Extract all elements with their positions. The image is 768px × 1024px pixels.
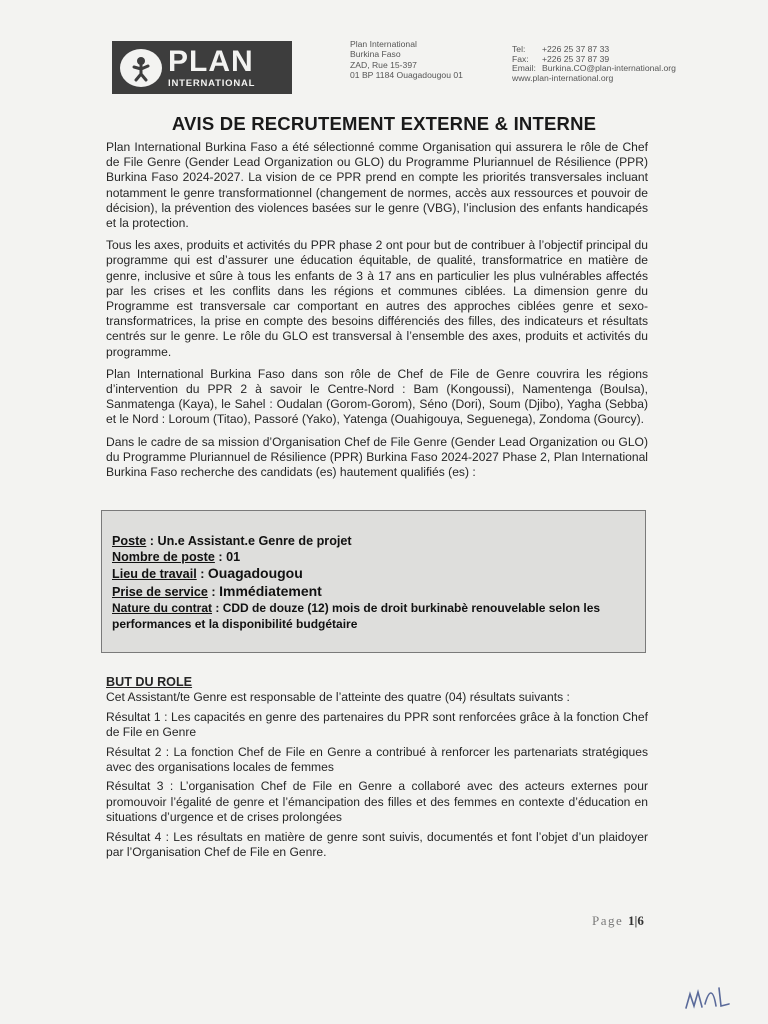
paragraph: Plan International Burkina Faso a été sélectionné comme Organisation qui assurera le rôle de Chef de File Genre (Gender Lead Organization ou GLO) du Programme Pluriannuel de Résilience (PPR) Burkina Faso 2024-2027. La vision de ce PPR prend en compte les priorités transversales incluant notamment le genre transformationnel (changement de normes, accès aux ressources et pouvoir de décision), la prévention des violences basées sur le genre (VBG), l’inclusion des enfants handicapés et la protection.	[106, 140, 648, 231]
plan-child-icon	[120, 49, 162, 87]
poste-label: Poste	[112, 534, 147, 548]
handwritten-initials	[683, 984, 733, 1012]
logo-international-text: INTERNATIONAL	[168, 77, 256, 89]
prise-label: Prise de service	[112, 584, 208, 599]
paragraph: Dans le cadre de sa mission d’Organisation Chef de File Genre (Gender Lead Organization ou GLO) du Programme Pluriannuel de Résilience (PPR) Burkina Faso 2024-2027 Phase 2, Plan International Burkina Faso recherche des candidats (es) hautement qualifiés (es) :	[106, 434, 648, 480]
contact-label: Fax:	[512, 53, 529, 64]
lieu-label: Lieu de travail	[112, 567, 197, 582]
address-line: 01 BP 1184 Ouagadougou 01	[350, 69, 463, 80]
prise-value: Immédiatement	[219, 582, 322, 599]
role-intro: Cet Assistant/te Genre est responsable de l’atteinte des quatre (04) résultats suivants :	[106, 690, 570, 705]
contrat-label: Nature du contrat	[112, 600, 213, 615]
address-block	[350, 39, 463, 80]
job-info-box: Poste : Un.e Assistant.e Genre de projet Nombre de poste : 01 Lieu de travail : Ouagadougou Prise de service : Immédiatement Nature du contrat : CDD de douze (12) mois de droit burkinabè renouvelable selon les performances et la disponibilité budgétaire	[101, 510, 646, 653]
contact-label: Tel:	[512, 44, 526, 54]
plan-international-logo	[112, 41, 292, 94]
page-title: AVIS DE RECRUTEMENT EXTERNE & INTERNE	[171, 113, 597, 134]
poste-value: Un.e Assistant.e Genre de projet	[157, 534, 352, 548]
paragraph: Tous les axes, produits et activités du PPR phase 2 ont pour but de contribuer à l’objectif principal du programme qui est d’assurer une éducation équitable, de qualité, transformatrice en matière de genre, inclusive et sûre à tous les enfants de 3 à 17 ans en particulier les plus vulnérables affectés par les crises et les conflits dans les régions et communes ciblées. La dimension genre du Programme est transversale car comportant en autres des approches ciblées genre et sexo-transformatrices, la prise en compte des besoins différenciés des filles, des indicateurs et résultats centrés sur le genre. Le rôle du GLO est transversal à l’ensemble des axes, produits et activités du programme.	[106, 238, 648, 359]
result-item: Résultat 2 : La fonction Chef de File en Genre a contribué à renforcer les partenariats stratégiques avec des organisations locales de femmes	[106, 744, 648, 775]
email-address: Burkina.CO@plan-international.org	[542, 63, 676, 74]
result-item: Résultat 3 : L’organisation Chef de File en Genre a collaboré avec des acteurs externes pour promouvoir l’égalité de genre et l’émancipation des filles et des femmes en contexte d’éducation en situations d’urgence et de crises prolongées	[106, 779, 648, 825]
website-url: www.plan-international.org	[512, 72, 614, 83]
page-count: 1|6	[628, 913, 644, 928]
fax-number: +226 25 37 87 39	[542, 53, 610, 64]
intro-text	[106, 140, 648, 487]
page-number	[592, 913, 644, 929]
phone-number: +226 25 37 87 33	[542, 44, 610, 54]
nombre-value: 01	[226, 550, 241, 565]
result-item: Résultat 1 : Les capacités en genre des partenaires du PPR sont renforcées grâce à la fonction Chef de File en Genre	[106, 709, 648, 740]
paragraph: Plan International Burkina Faso dans son rôle de Chef de File de Genre couvrira les régions d’intervention du PPR 2 à savoir le Centre-Nord : Bam (Kongoussi), Namentenga (Boulsa), Sanmatenga (Kaya), le Sahel : Oudalan (Gorom-Gorom), Séno (Dori), Soum (Djibo), Yagha (Sebba) et le Nord : Loroum (Titao), Passoré (Yako), Yatenga (Ouahigouya, Seguenega), Zondoma (Gourcy).	[106, 366, 648, 427]
logo-plan-text: PLAN	[168, 44, 254, 78]
address-line: Burkina Faso	[350, 49, 401, 60]
contact-label: Email:	[512, 63, 536, 74]
role-heading: BUT DU ROLE	[106, 675, 193, 689]
nombre-label: Nombre de poste	[112, 550, 215, 565]
lieu-value: Ouagadougou	[207, 565, 303, 582]
page-label: Page	[592, 913, 624, 928]
result-item: Résultat 4 : Les résultats en matière de genre sont suivis, documentés et font l’objet d’un plaidoyer par l’Organisation Chef de File en Genre.	[106, 829, 648, 860]
address-line: ZAD, Rue 15-397	[350, 59, 417, 70]
contrat-value: CDD de douze (12) mois de droit burkinabè renouvelable selon les performances et la disponibilité budgétaire	[112, 600, 601, 632]
role-section	[106, 675, 648, 864]
address-line: Plan International	[350, 39, 417, 49]
contact-block	[512, 45, 676, 83]
